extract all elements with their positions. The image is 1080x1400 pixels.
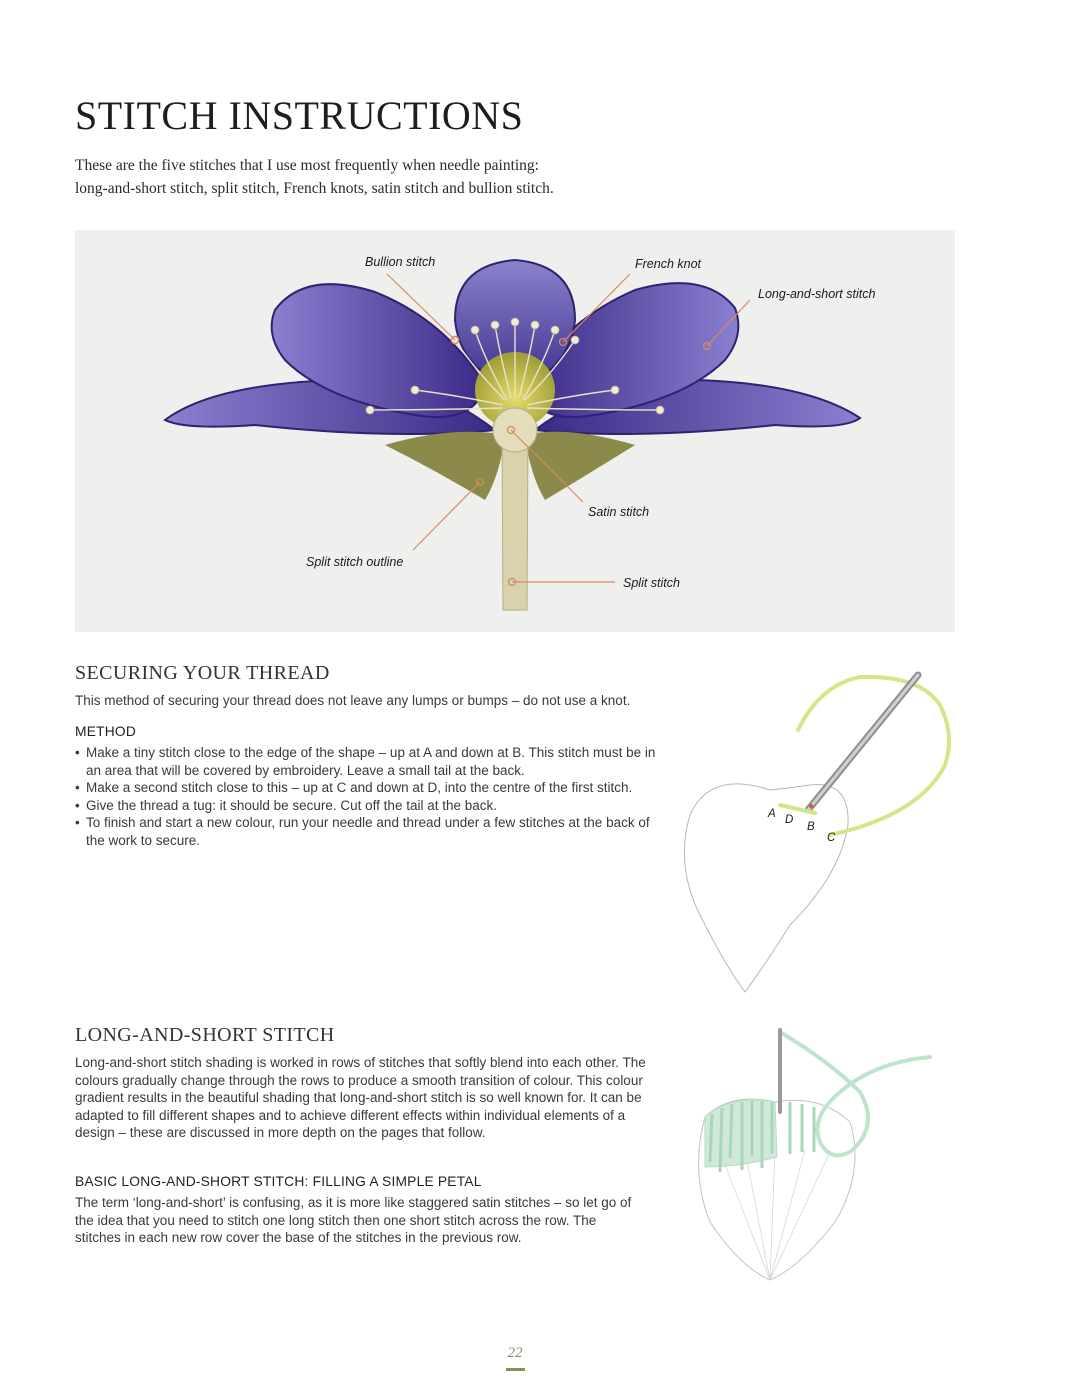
securing-intro: This method of securing your thread does not leave any lumps or bumps – do not use a knot. bbox=[75, 693, 631, 708]
intro-line-2: long-and-short stitch, split stitch, French knots, satin stitch and bullion stitch. bbox=[75, 180, 554, 197]
letter-a: A bbox=[768, 808, 776, 820]
long-short-paragraph: Long-and-short stitch shading is worked in rows of stitches that softly blend into each other. The colours gradually change through the rows to produce a smooth transition of colour. This colour gradient results in the beautiful shading that long-and-short stitch is so well known for. It can be adapted to fill different shapes and to achieve different effects within individual elements of a design – these are discussed in more depth on the pages that follow. bbox=[75, 1055, 646, 1141]
method-heading: METHOD bbox=[75, 724, 136, 739]
petal-outline bbox=[684, 784, 848, 992]
thread bbox=[798, 677, 949, 835]
method-step: • Make a second stitch close to this – up at C and down at D, into the centre of the first stitch. bbox=[75, 779, 665, 797]
long-short-diagram bbox=[690, 1022, 940, 1284]
guide-lines bbox=[720, 1150, 830, 1280]
letter-b: B bbox=[807, 821, 815, 833]
point-marker bbox=[809, 804, 813, 808]
securing-heading: SECURING YOUR THREAD bbox=[75, 662, 330, 684]
label-bullion-stitch: Bullion stitch bbox=[365, 255, 436, 269]
flower-illustration bbox=[75, 230, 955, 632]
method-step: • To finish and start a new colour, run your needle and thread under a few stitches at the back of the work to secure. bbox=[75, 814, 665, 849]
intro-text bbox=[75, 154, 695, 200]
method-step: • Make a tiny stitch close to the edge of the shape – up at A and down at B. This stitch must be in an area that will be covered by embroidery. Leave a small tail at the back. bbox=[75, 744, 665, 779]
label-satin-stitch: Satin stitch bbox=[588, 505, 650, 519]
basic-long-short-paragraph: The term ‘long-and-short’ is confusing, as it is more like staggered satin stitches – so let go of the idea that you need to stitch one long stitch then one short stitch across the row. The stitches in each new row cover the base of the stitches in the previous row. bbox=[75, 1195, 632, 1246]
flower-photo bbox=[75, 230, 955, 632]
label-french-knot: French knot bbox=[635, 257, 702, 271]
label-long-and-short-stitch: Long-and-short stitch bbox=[758, 287, 876, 301]
long-short-heading: LONG-AND-SHORT STITCH bbox=[75, 1024, 335, 1046]
securing-diagram bbox=[670, 665, 970, 1005]
page-title: STITCH INSTRUCTIONS bbox=[75, 93, 524, 138]
page-number: 22 bbox=[507, 1345, 523, 1361]
page-number-underline bbox=[506, 1368, 525, 1371]
method-steps bbox=[75, 744, 665, 850]
method-step: • Give the thread a tug: it should be secure. Cut off the tail at the back. bbox=[75, 797, 665, 815]
label-split-stitch: Split stitch bbox=[623, 576, 680, 590]
letter-c: C bbox=[827, 832, 836, 844]
label-split-stitch-outline: Split stitch outline bbox=[306, 555, 404, 569]
basic-long-short-heading: BASIC LONG-AND-SHORT STITCH: FILLING A SIMPLE PETAL bbox=[75, 1174, 482, 1189]
letter-d: D bbox=[785, 814, 794, 826]
intro-line-1: These are the five stitches that I use most frequently when needle painting: bbox=[75, 157, 539, 174]
